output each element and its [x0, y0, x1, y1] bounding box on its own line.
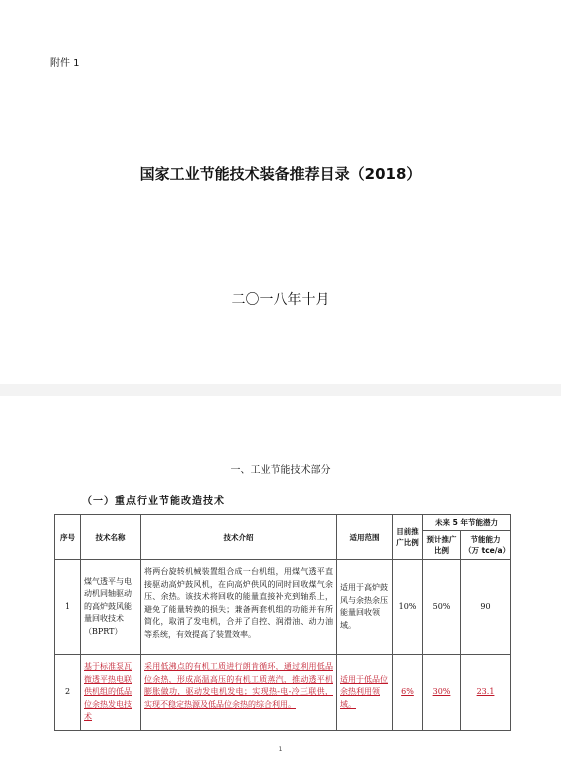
- header-future-group: 未来 5 年节能潜力: [423, 515, 511, 531]
- cell-saving-capacity: 90: [461, 560, 511, 655]
- header-name: 技术名称: [81, 515, 141, 560]
- section-title: 一、工业节能技术部分: [230, 465, 331, 476]
- cell-intro: 采用低沸点的有机工质进行朗肯循环，通过利用低品位余热，形成高温高压的有机工质蒸汽，推动透平机膨胀做功，驱动发电机发电；实现热-电-冷三联供，实现不稳定热源及低品位余热的综合利用。: [141, 655, 337, 731]
- cell-expected-ratio: 50%: [423, 560, 461, 655]
- cell-name: 基于标准泵瓦微透平热电联供机组的低品位余热发电技术: [81, 655, 141, 731]
- cell-scope: 适用于高炉鼓风与余热余压能量回收领域。: [337, 560, 393, 655]
- cell-name: 煤气透平与电动机同轴驱动的高炉鼓风能量回收技术（BPRT）: [81, 560, 141, 655]
- header-intro: 技术介绍: [141, 515, 337, 560]
- cell-expected-ratio: 30%: [423, 655, 461, 731]
- header-scope: 适用范围: [337, 515, 393, 560]
- header-no: 序号: [55, 515, 81, 560]
- cell-current-ratio: 6%: [393, 655, 423, 731]
- cell-no: 1: [55, 560, 81, 655]
- cell-saving-capacity: 23.1: [461, 655, 511, 731]
- cell-scope: 适用于低品位余热利用领域。: [337, 655, 393, 731]
- subsection-title: （一）重点行业节能改造技术: [82, 496, 225, 507]
- document-title: 国家工业节能技术装备推荐目录（2018）: [139, 165, 422, 183]
- cell-current-ratio: 10%: [393, 560, 423, 655]
- cell-intro: 将两台旋转机械装置组合成一台机组，用煤气透平直接驱动高炉鼓风机，在向高炉供风的同时回收煤气余压、余热。该技术将回收的能量直接补充到轴系上，避免了能量转换的损失；兼备两套机组的功能并有所简化，取消了发电机，合并了自控、润滑油、动力油等系统，有效提高了装置效率。: [141, 560, 337, 655]
- technology-table: [54, 514, 511, 731]
- table-row: [55, 655, 511, 731]
- page-2: [0, 396, 561, 758]
- header-current-ratio: 目前推广比例: [393, 515, 423, 560]
- table-row: [55, 560, 511, 655]
- cell-no: 2: [55, 655, 81, 731]
- header-saving-capacity: 节能能力（万 tce/a）: [461, 531, 511, 560]
- attachment-label: 附件 1: [50, 58, 80, 69]
- header-expected-ratio: 预计推广比例: [423, 531, 461, 560]
- document-date: 二〇一八年十月: [231, 292, 330, 308]
- page-number: 1: [278, 746, 283, 753]
